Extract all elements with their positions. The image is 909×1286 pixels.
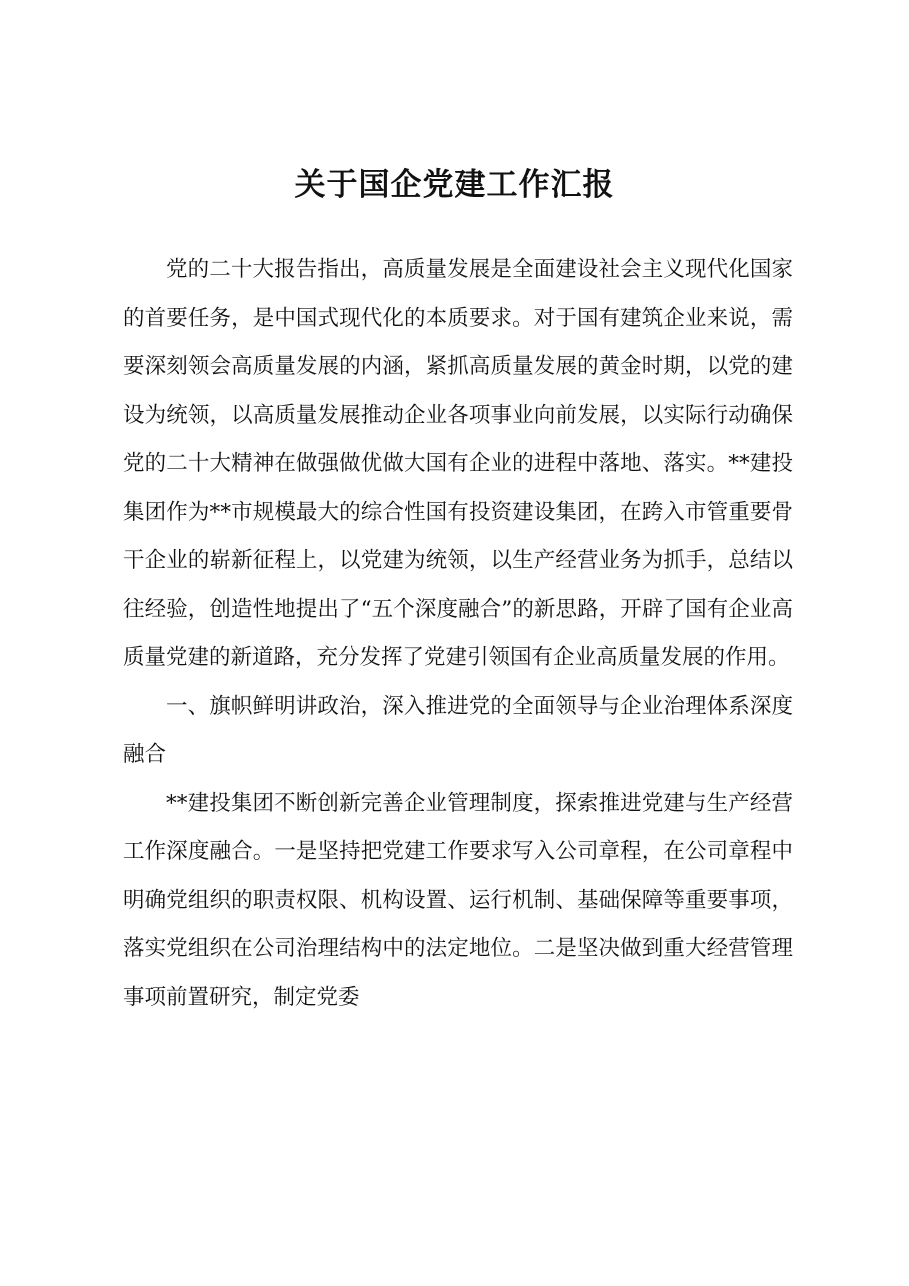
document-title: 关于国企党建工作汇报 bbox=[294, 167, 615, 203]
paragraph-section-1: **建投集团不断创新完善企业管理制度，探索推进党建与生产经营工作深度融合。一是坚持把党建工作要求写入公司章程，在公司章程中明确党组织的职责权限、机构设置、运行机制、基础保障等重要事项，落实党组织在公司治理结构中的法定地位。二是坚决做到重大经营管理事项前置研究，制定党委 bbox=[123, 790, 793, 1010]
document-body bbox=[123, 246, 793, 1022]
paragraph-intro: 党的二十大报告指出，高质量发展是全面建设社会主义现代化国家的首要任务，是中国式现代化的本质要求。对于国有建筑企业来说，需要深刻领会高质量发展的内涵，紧抓高质量发展的黄金时期，以党的建设为统领，以高质量发展推动企业各项事业向前发展，以实际行动确保党的二十大精神在做强做优做大国有企业的进程中落地、落实。**建投集团作为**市规模最大的综合性国有投资建设集团，在跨入市管重要骨干企业的崭新征程上，以党建为统领，以生产经营业务为抓手，总结以往经验，创造性地提出了“五个深度融合”的新思路，开辟了国有企业高质量党建的新道路，充分发挥了党建引领国有企业高质量发展的作用。 bbox=[123, 257, 793, 670]
section-heading-1: 一、旗帜鲜明讲政治，深入推进党的全面领导与企业治理体系深度融合 bbox=[123, 693, 793, 767]
